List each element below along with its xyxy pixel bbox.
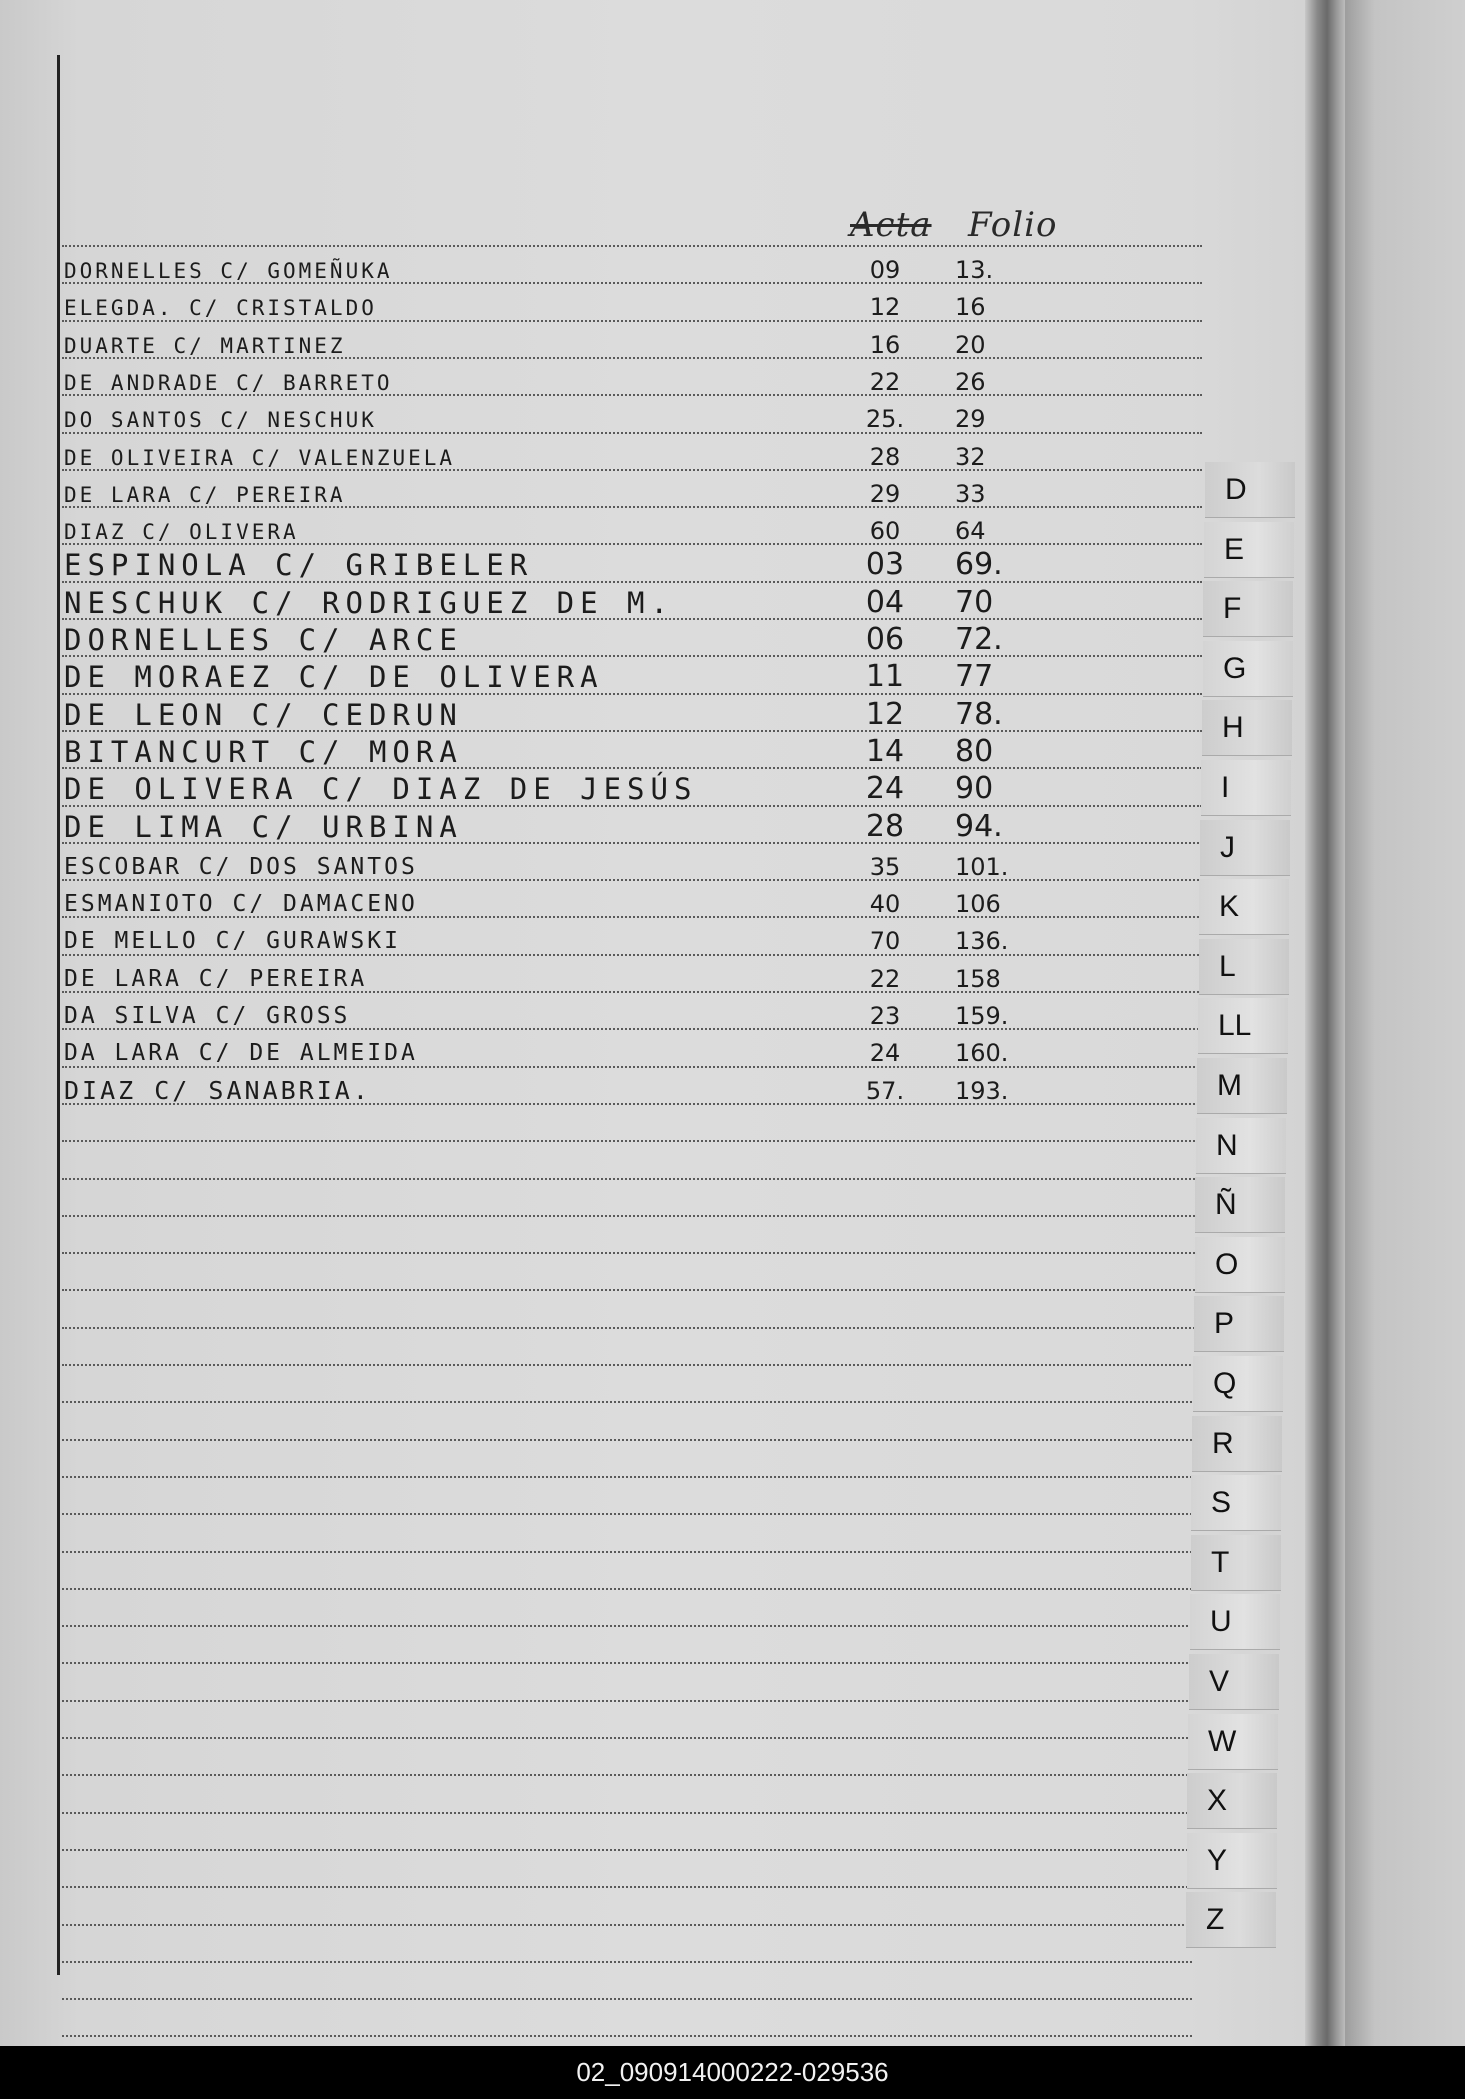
entry-acta: 12	[865, 696, 905, 732]
ruled-line	[62, 1737, 1192, 1739]
entry-folio: 78.	[955, 696, 1003, 732]
index-tab[interactable]: N	[1196, 1118, 1286, 1174]
entry-folio: 70	[955, 584, 994, 620]
entry-name: DA SILVA C/ GROSS	[64, 1003, 351, 1029]
entry-name: DE OLIVERA C/ DIAZ DE JESÚS	[64, 772, 698, 807]
ruled-line	[62, 1215, 1202, 1217]
ruled-line	[62, 1998, 1192, 2000]
entry-name: DE LEON C/ CEDRUN	[64, 697, 463, 732]
entry-name: DE MELLO C/ GURAWSKI	[64, 928, 401, 955]
entry-row	[0, 843, 1200, 879]
ruled-line	[62, 1551, 1192, 1553]
index-tab[interactable]: M	[1197, 1058, 1287, 1114]
entry-acta: 09	[869, 256, 901, 284]
entry-folio: 159.	[955, 1002, 1009, 1030]
entry-acta: 22	[869, 367, 901, 396]
entry-row	[0, 507, 1200, 546]
entry-folio: 72.	[955, 622, 1003, 657]
ruled-line	[62, 1849, 1192, 1851]
ruled-line	[62, 1886, 1192, 1888]
entry-name: DE LIMA C/ URBINA	[64, 809, 463, 844]
entry-acta: 29	[869, 479, 901, 508]
index-tab[interactable]: P	[1194, 1296, 1284, 1352]
ruled-line	[62, 1252, 1202, 1254]
entry-acta: 70	[869, 927, 901, 956]
index-tab[interactable]: H	[1202, 700, 1292, 756]
entry-row	[0, 806, 1200, 842]
entry-row	[0, 992, 1200, 1028]
entry-acta: 35	[869, 852, 901, 881]
entry-folio: 69.	[955, 547, 1003, 583]
entry-acta: 12	[869, 293, 901, 322]
entry-name: ESMANIOTO C/ DAMACENO	[64, 891, 418, 918]
entry-name: ESCOBAR C/ DOS SANTOS	[64, 853, 418, 880]
ruled-line	[62, 1774, 1192, 1776]
entry-name: DIAZ C/ SANABRIA.	[64, 1075, 371, 1105]
entry-row	[0, 955, 1200, 991]
adjacent-page-edge	[1345, 0, 1465, 2046]
index-tab[interactable]: T	[1191, 1535, 1281, 1591]
entry-name: DE OLIVEIRA C/ VALENZUELA	[64, 445, 456, 470]
header-folio: Folio	[968, 205, 1058, 245]
entry-folio: 29	[955, 405, 986, 434]
entry-acta: 14	[865, 733, 905, 769]
entry-name: DA LARA C/ DE ALMEIDA	[64, 1040, 418, 1067]
index-tab[interactable]: LL	[1198, 998, 1288, 1054]
entry-row	[0, 395, 1200, 434]
entry-acta: 23	[869, 1002, 901, 1030]
column-header	[0, 205, 1200, 249]
entry-folio: 160.	[955, 1039, 1009, 1068]
index-tab[interactable]: U	[1190, 1594, 1280, 1650]
entry-acta: 40	[869, 890, 901, 919]
entry-acta: 06	[865, 622, 905, 657]
index-tab[interactable]: Ñ	[1195, 1177, 1285, 1233]
index-tab[interactable]: E	[1204, 522, 1294, 578]
entry-folio: 26	[955, 367, 986, 396]
entry-folio: 80	[955, 733, 994, 769]
entry-row	[0, 358, 1200, 394]
index-tab[interactable]: K	[1199, 879, 1289, 935]
entry-name: BITANCURT C/ MORA	[64, 734, 463, 769]
entry-row	[0, 619, 1200, 655]
index-tab[interactable]: O	[1195, 1237, 1285, 1293]
entry-row	[0, 917, 1200, 956]
entry-row	[0, 656, 1200, 695]
index-tab[interactable]: W	[1188, 1714, 1278, 1770]
entry-folio: 33	[955, 479, 986, 508]
ruled-line	[62, 1289, 1202, 1291]
entry-folio: 106	[955, 890, 1001, 919]
entry-acta: 28	[865, 808, 905, 844]
index-tab[interactable]: I	[1201, 760, 1291, 816]
entry-folio: 32	[955, 442, 986, 471]
entry-folio: 20	[955, 330, 986, 359]
entry-acta: 04	[865, 584, 905, 620]
entry-acta: 16	[869, 330, 901, 359]
entry-row	[0, 321, 1200, 357]
entry-folio: 77	[955, 659, 994, 695]
scan-code: 02_090914000222-029536	[576, 2057, 889, 2087]
index-tab[interactable]: Z	[1186, 1892, 1276, 1948]
entry-row	[0, 470, 1200, 506]
entry-name: DE ANDRADE C/ BARRETO	[64, 370, 393, 395]
entry-row	[0, 768, 1200, 807]
index-tab[interactable]: D	[1205, 462, 1295, 518]
entry-acta: 03	[865, 547, 905, 583]
entry-row	[0, 880, 1200, 919]
header-acta: Acta	[850, 205, 932, 245]
entry-name: DORNELLES C/ GOMEÑUKA	[64, 259, 393, 283]
entry-name: ESPINOLA C/ GRIBELER	[64, 548, 534, 583]
index-tab[interactable]: Q	[1193, 1356, 1283, 1412]
entry-row	[0, 544, 1200, 583]
entry-row	[0, 694, 1200, 730]
ruled-line	[62, 1812, 1192, 1814]
entry-folio: 193.	[955, 1076, 1009, 1105]
entry-row	[0, 283, 1200, 322]
ruled-line	[62, 2035, 1192, 2037]
entry-name: DE LARA C/ PEREIRA	[64, 482, 346, 507]
index-tab[interactable]: G	[1203, 641, 1293, 697]
entry-acta: 24	[865, 771, 905, 807]
entry-name: ELEGDA. C/ CRISTALDO	[64, 296, 377, 321]
ruled-line	[62, 1476, 1192, 1478]
ruled-line	[62, 1700, 1192, 1702]
ruled-line	[62, 1662, 1192, 1664]
index-tab[interactable]: L	[1199, 939, 1289, 995]
entry-name: DUARTE C/ MARTINEZ	[64, 333, 346, 358]
index-tab[interactable]: J	[1200, 820, 1290, 876]
index-tab[interactable]: S	[1191, 1475, 1281, 1531]
index-tab[interactable]: V	[1189, 1654, 1279, 1710]
book-binding	[1305, 0, 1345, 2046]
entry-folio: 158	[955, 964, 1001, 993]
entry-name: DE LARA C/ PEREIRA	[64, 965, 368, 992]
entry-acta: 11	[865, 659, 905, 695]
ruled-line	[62, 1439, 1192, 1441]
entry-folio: 90	[955, 771, 994, 807]
ruled-line	[62, 1401, 1192, 1403]
entry-acta: 28	[869, 442, 901, 471]
entry-name: DE MORAEZ C/ DE OLIVERA	[64, 660, 604, 695]
entry-acta: 22	[869, 964, 901, 993]
ruled-line	[62, 1513, 1192, 1515]
scan-footer	[0, 2046, 1465, 2099]
entry-name: NESCHUK C/ RODRIGUEZ DE M.	[64, 585, 674, 620]
ruled-line	[62, 1625, 1192, 1627]
ruled-line	[62, 1364, 1202, 1366]
entry-acta: 24	[869, 1039, 901, 1068]
index-tab[interactable]: Y	[1187, 1833, 1277, 1889]
entry-acta: 57.	[865, 1076, 905, 1105]
ruled-line	[62, 1178, 1202, 1180]
ruled-line	[62, 1588, 1192, 1590]
entry-row	[0, 1029, 1200, 1068]
ruled-line	[62, 1924, 1192, 1926]
entry-row	[0, 246, 1200, 282]
entry-folio: 13.	[955, 256, 994, 284]
index-tab[interactable]: X	[1187, 1773, 1277, 1829]
entry-row	[0, 433, 1200, 469]
entry-row	[0, 1067, 1200, 1103]
ruled-line	[62, 1140, 1202, 1142]
index-tab[interactable]: F	[1203, 581, 1293, 637]
entry-folio: 16	[955, 293, 986, 322]
entry-name: DO SANTOS C/ NESCHUK	[64, 408, 377, 433]
entry-name: DIAZ C/ OLIVERA	[64, 520, 299, 545]
entry-folio: 64	[955, 517, 986, 546]
ruled-line	[62, 1961, 1192, 1963]
entry-row	[0, 582, 1200, 618]
ruled-line	[62, 1327, 1202, 1329]
entry-folio: 94.	[955, 808, 1003, 844]
entry-name: DORNELLES C/ ARCE	[64, 623, 463, 657]
entry-acta: 25.	[865, 405, 905, 434]
index-tab[interactable]: R	[1192, 1416, 1282, 1472]
entry-row	[0, 731, 1200, 767]
entry-folio: 101.	[955, 852, 1009, 881]
entry-acta: 60	[869, 517, 901, 546]
entry-folio: 136.	[955, 927, 1009, 956]
